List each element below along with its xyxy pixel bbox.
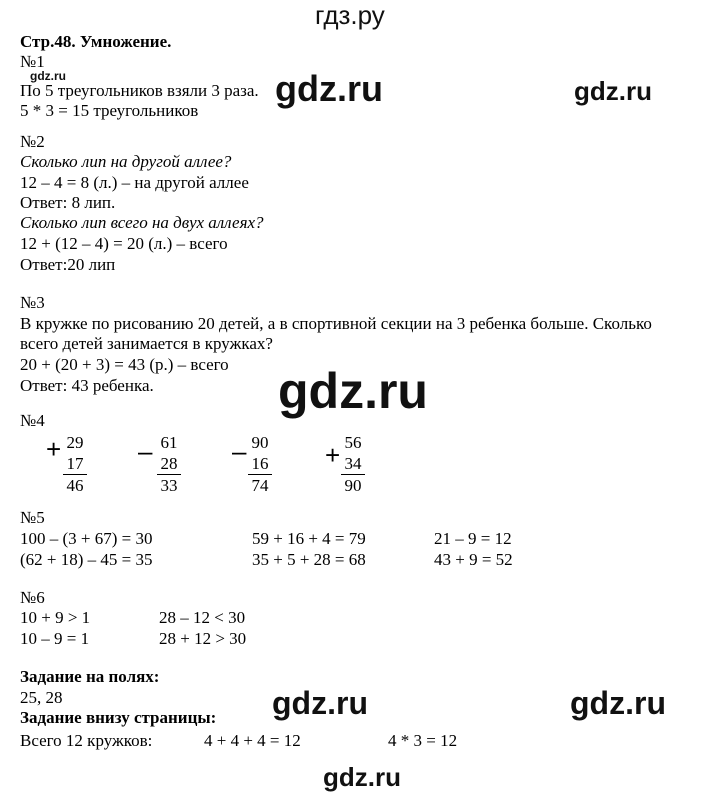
bottom-task-expr1: 4 + 4 + 4 = 12 xyxy=(204,731,301,750)
task6-expr: 10 – 9 = 1 xyxy=(20,629,90,648)
minus-sign: – xyxy=(232,436,247,466)
column-addition-1 xyxy=(63,432,87,496)
task5-expr: 43 + 9 = 52 xyxy=(434,550,513,569)
task6-expr: 28 + 12 > 30 xyxy=(159,629,247,648)
operand-bottom: 34 xyxy=(341,453,365,475)
watermark-center: gdz.ru xyxy=(274,362,432,420)
footer-watermark: gdz.ru xyxy=(323,762,401,792)
column-result: 90 xyxy=(344,476,362,495)
task2-answer2: Ответ:20 лип xyxy=(20,255,116,274)
task3-line3: 20 + (20 + 3) = 43 (р.) – всего xyxy=(20,355,229,374)
task6-expr: 10 + 9 > 1 xyxy=(20,608,91,627)
task4-label: №4 xyxy=(20,411,45,430)
task6-expr: 28 – 12 < 30 xyxy=(159,608,246,627)
column-subtraction-1 xyxy=(157,432,181,496)
margin-task-heading: Задание на полях: xyxy=(20,667,160,686)
task1-line1: По 5 треугольников взяли 3 раза. xyxy=(20,81,259,100)
task5-expr: 59 + 16 + 4 = 79 xyxy=(252,529,366,548)
operand-top: 29 xyxy=(66,433,84,452)
task2-solution1: 12 – 4 = 8 (л.) – на другой аллее xyxy=(20,173,249,192)
watermark-bottom-right: gdz.ru xyxy=(570,685,666,721)
page-title: Стр.48. Умножение. xyxy=(20,32,172,51)
watermark-top-mid: gdz.ru xyxy=(271,68,387,110)
task6-label: №6 xyxy=(20,588,45,607)
small-watermark: gdz.ru xyxy=(30,69,66,83)
task5-expr: 35 + 5 + 28 = 68 xyxy=(252,550,366,569)
operand-bottom: 28 xyxy=(157,453,181,475)
task3-line4: Ответ: 43 ребенка. xyxy=(20,376,154,395)
task5-expr: 21 – 9 = 12 xyxy=(434,529,512,548)
column-subtraction-2 xyxy=(248,432,272,496)
operand-bottom: 17 xyxy=(63,453,87,475)
task2-question2: Сколько лип всего на двух аллеях? xyxy=(20,213,264,232)
bottom-task-expr2: 4 * 3 = 12 xyxy=(388,731,458,750)
task2-solution2: 12 + (12 – 4) = 20 (л.) – всего xyxy=(20,234,228,253)
bottom-task-heading: Задание внизу страницы: xyxy=(20,708,217,727)
minus-sign: – xyxy=(138,436,153,466)
column-result: 74 xyxy=(251,476,269,495)
task2-question1: Сколько лип на другой аллее? xyxy=(20,152,232,171)
task2-answer1: Ответ: 8 лип. xyxy=(20,193,116,212)
margin-task-answer: 25, 28 xyxy=(20,688,63,707)
task3-label: №3 xyxy=(20,293,45,312)
operand-top: 56 xyxy=(344,433,362,452)
column-addition-2 xyxy=(341,432,365,496)
operand-top: 90 xyxy=(251,433,269,452)
operand-bottom: 16 xyxy=(248,453,272,475)
task5-expr: 100 – (3 + 67) = 30 xyxy=(20,529,153,548)
bottom-task-text: Всего 12 кружков: xyxy=(20,731,153,750)
task5-label: №5 xyxy=(20,508,45,527)
task5-expr: (62 + 18) – 45 = 35 xyxy=(20,550,153,569)
watermark-bottom-mid: gdz.ru xyxy=(272,685,368,721)
task1-line2: 5 * 3 = 15 треугольников xyxy=(20,101,199,120)
task1-label: №1 xyxy=(20,52,45,71)
watermark-top-right: gdz.ru xyxy=(574,76,652,106)
column-result: 33 xyxy=(160,476,178,495)
task3-line2: всего детей занимается в кружках? xyxy=(20,334,273,353)
column-result: 46 xyxy=(66,476,84,495)
operand-top: 61 xyxy=(160,433,178,452)
task3-line1: В кружке по рисованию 20 детей, а в спортивной секции на 3 ребенка больше. Сколько xyxy=(20,314,652,333)
task2-label: №2 xyxy=(20,132,45,151)
plus-sign: + xyxy=(325,440,341,470)
plus-sign: + xyxy=(46,434,62,464)
header-watermark: гдз.ру xyxy=(315,0,385,30)
